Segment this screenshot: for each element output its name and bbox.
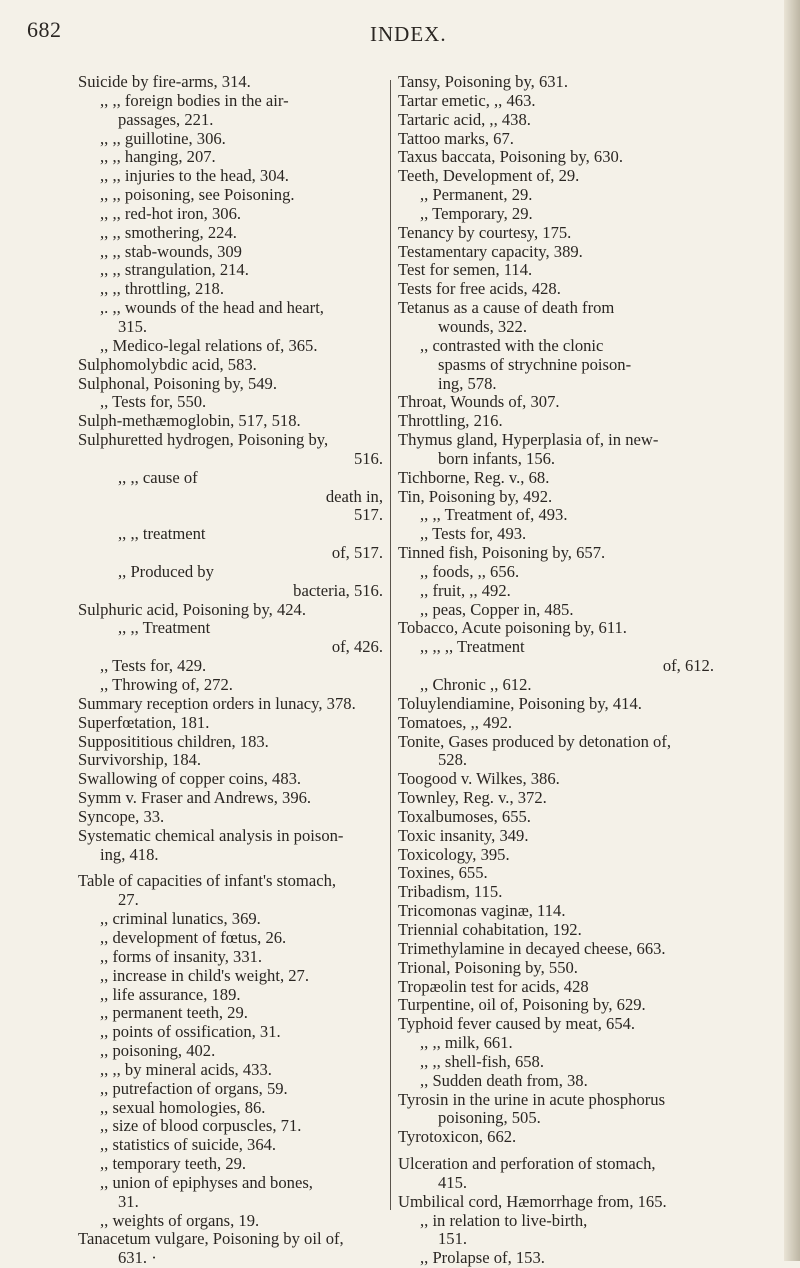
index-entry: Swallowing of copper coins, 483.	[78, 769, 302, 789]
index-entry: Tattoo marks, 67.	[398, 128, 514, 148]
index-entry: ,, criminal lunatics, 369.	[100, 909, 261, 929]
index-entry: of, 426.	[331, 637, 383, 657]
index-entry: Toxicology, 395.	[398, 844, 510, 864]
index-entry: Tinned fish, Poisoning by, 657.	[398, 543, 606, 563]
index-entry: Tricomonas vaginæ, 114.	[398, 901, 566, 921]
index-entry: Turpentine, oil of, Poisoning by, 629.	[398, 995, 646, 1015]
index-entry: Table of capacities of infant's stomach,	[78, 871, 337, 891]
index-column-right	[398, 73, 714, 1268]
index-entry: Suicide by fire-arms, 314.	[78, 72, 251, 91]
index-entry: Tartar emetic, ,, 463.	[398, 90, 536, 110]
index-entry: Survivorship, 184.	[78, 750, 202, 770]
index-entry: Tetanus as a cause of death from	[398, 298, 615, 318]
index-entry: Tenancy by courtesy, 175.	[398, 222, 572, 242]
index-entry: 315.	[118, 316, 148, 336]
index-entry: ,, ,, Treatment of, 493.	[420, 505, 568, 525]
index-entry: ,, in relation to live-birth,	[420, 1210, 588, 1230]
index-entry: Trimethylamine in decayed cheese, 663.	[398, 938, 666, 958]
index-entry: Throttling, 216.	[398, 411, 503, 431]
index-entry: Sulphomolybdic acid, 583.	[78, 354, 257, 374]
index-entry: ,, Permanent, 29.	[420, 185, 533, 205]
index-entry: ,, ,, cause of	[118, 467, 198, 487]
index-entry: Tansy, Poisoning by, 631.	[398, 72, 569, 91]
index-entry: ,, size of blood corpuscles, 71.	[100, 1116, 302, 1136]
index-entry: Toluylendiamine, Poisoning by, 414.	[398, 693, 642, 713]
index-entry: ,, fruit, ,, 492.	[420, 580, 511, 600]
index-entry: ,, ,, throttling, 218.	[100, 279, 224, 299]
index-entry: 516.	[353, 448, 383, 468]
index-entry: Tichborne, Reg. v., 68.	[398, 467, 550, 487]
index-entry: Sulphuretted hydrogen, Poisoning by,	[78, 430, 329, 450]
index-entry: born infants, 156.	[438, 448, 556, 468]
index-entry: Tomatoes, ,, 492.	[398, 712, 513, 732]
index-entry: Tyrosin in the urine in acute phosphorus	[398, 1089, 666, 1109]
index-entry: ,, increase in child's weight, 27.	[100, 965, 309, 985]
index-entry: Trional, Poisoning by, 550.	[398, 957, 578, 977]
index-entry: spasms of strychnine poison-	[438, 354, 632, 374]
index-entry: Teeth, Development of, 29.	[398, 166, 580, 186]
index-entry: Tropæolin test for acids, 428	[398, 976, 589, 996]
index-entry: death in,	[325, 486, 383, 506]
index-entry: Superfœtation, 181.	[78, 712, 210, 732]
index-entry: ,, ,, poisoning, see Poisoning.	[100, 185, 295, 205]
index-entry: ,, ,, red-hot iron, 306.	[100, 203, 242, 223]
index-entry: Umbilical cord, Hæmorrhage from, 165.	[398, 1191, 667, 1211]
index-entry: Testamentary capacity, 389.	[398, 241, 583, 261]
index-entry: passages, 221.	[118, 109, 214, 129]
index-entry: ing, 578.	[438, 373, 497, 393]
index-entry: Toxalbumoses, 655.	[398, 806, 531, 826]
index-entry: ,, Temporary, 29.	[420, 203, 533, 223]
index-entry: Tyrotoxicon, 662.	[398, 1127, 517, 1147]
index-entry: Sulph-methæmoglobin, 517, 518.	[78, 411, 301, 431]
index-entry: 631. ·	[118, 1248, 157, 1268]
index-entry: ,, poisoning, 402.	[100, 1041, 216, 1061]
index-entry: Symm v. Fraser and Andrews, 396.	[78, 788, 312, 808]
index-entry: ,, ,, smothering, 224.	[100, 222, 237, 242]
index-entry: ,, ,, stab-wounds, 309	[100, 241, 242, 261]
index-entry: Sulphonal, Poisoning by, 549.	[78, 373, 277, 393]
index-entry: Tests for free acids, 428.	[398, 279, 561, 299]
index-entry: ,, ,, hanging, 207.	[100, 147, 216, 167]
index-entry: bacteria, 516.	[293, 580, 383, 600]
index-entry: ,, Tests for, 550.	[100, 392, 207, 412]
index-entry: Toxines, 655.	[398, 863, 488, 883]
index-entry: ,, ,, shell-fish, 658.	[420, 1051, 544, 1071]
page-edge-shadow	[784, 0, 800, 1261]
index-entry: Test for semen, 114.	[398, 260, 533, 280]
index-entry: wounds, 322.	[438, 316, 527, 336]
index-entry: ,, points of ossification, 31.	[100, 1022, 281, 1042]
index-entry: of, 612.	[662, 656, 714, 676]
index-entry: ,, ,, foreign bodies in the air-	[100, 90, 289, 110]
index-entry: ,, temporary teeth, 29.	[100, 1154, 247, 1174]
index-entry: ,, statistics of suicide, 364.	[100, 1135, 277, 1155]
index-entry: ,, forms of insanity, 331.	[100, 946, 263, 966]
index-entry: poisoning, 505.	[438, 1108, 541, 1128]
index-entry: ,, Prolapse of, 153.	[420, 1248, 545, 1268]
index-entry: Toogood v. Wilkes, 386.	[398, 769, 560, 789]
index-entry: ,, permanent teeth, 29.	[100, 1003, 248, 1023]
index-entry: ,, sexual homologies, 86.	[100, 1097, 266, 1117]
index-entry: ,, Produced by	[118, 561, 214, 581]
index-entry: ,, ,, milk, 661.	[420, 1033, 513, 1053]
index-entry: Toxic insanity, 349.	[398, 825, 529, 845]
index-entry: Ulceration and perforation of stomach,	[398, 1154, 656, 1174]
running-head: INDEX.	[370, 22, 447, 46]
index-entry: Supposititious children, 183.	[78, 731, 269, 751]
index-entry: ,, ,, Treatment	[118, 618, 211, 638]
index-entry: 517.	[353, 505, 383, 525]
index-entry: ,, Throwing of, 272.	[100, 675, 233, 694]
index-entry: Systematic chemical analysis in poison-	[78, 825, 344, 845]
index-entry: ,, life assurance, 189.	[100, 984, 241, 1004]
index-entry: ,. ,, wounds of the head and heart,	[100, 298, 324, 318]
index-entry: ,, ,, by mineral acids, 433.	[100, 1059, 272, 1079]
index-entry: Sulphuric acid, Poisoning by, 424.	[78, 599, 307, 619]
index-entry: 31.	[118, 1191, 139, 1211]
index-entry: Thymus gland, Hyperplasia of, in new-	[398, 430, 659, 450]
index-entry: ,, weights of organs, 19.	[100, 1210, 260, 1230]
index-entry: 151.	[438, 1229, 468, 1249]
index-entry: ,, development of fœtus, 26.	[100, 927, 287, 947]
index-entry: Tobacco, Acute poisoning by, 611.	[398, 618, 627, 638]
index-column-left	[78, 73, 383, 1268]
index-entry: Tin, Poisoning by, 492.	[398, 486, 553, 506]
index-entry: Townley, Reg. v., 372.	[398, 788, 547, 808]
index-entry: ,, Medico-legal relations of, 365.	[100, 335, 318, 355]
index-entry: ,, Chronic ,, 612.	[420, 675, 532, 694]
index-entry: ,, ,, ,, Treatment	[420, 637, 525, 657]
index-entry: 528.	[438, 750, 468, 770]
index-entry: ,, foods, ,, 656.	[420, 561, 520, 581]
index-entry: ,, contrasted with the clonic	[420, 335, 604, 355]
index-entry: ,, putrefaction of organs, 59.	[100, 1078, 288, 1098]
page-number: 682	[27, 17, 62, 42]
index-entry: Tonite, Gases produced by detonation of,	[398, 731, 672, 751]
index-entry: ,, ,, guillotine, 306.	[100, 128, 226, 148]
index-entry: Tribadism, 115.	[398, 882, 503, 902]
index-entry: ,, ,, treatment	[118, 524, 206, 544]
index-entry: ing, 418.	[100, 844, 159, 864]
index-entry: of, 517.	[331, 543, 383, 563]
index-entry: ,, peas, Copper in, 485.	[420, 599, 574, 619]
index-entry: Typhoid fever caused by meat, 654.	[398, 1014, 636, 1034]
index-entry: ,, ,, injuries to the head, 304.	[100, 166, 289, 186]
index-entry: ,, Tests for, 493.	[420, 524, 527, 544]
index-entry: Tartaric acid, ,, 438.	[398, 109, 531, 129]
index-entry: ,, Sudden death from, 38.	[420, 1070, 588, 1090]
column-divider	[390, 80, 391, 1210]
index-entry: ,, ,, strangulation, 214.	[100, 260, 249, 280]
index-entry: ,, Tests for, 429.	[100, 656, 207, 676]
index-entry: Throat, Wounds of, 307.	[398, 392, 560, 412]
index-entry: Taxus baccata, Poisoning by, 630.	[398, 147, 623, 167]
index-entry: Summary reception orders in lunacy, 378.	[78, 693, 356, 713]
index-entry: Tanacetum vulgare, Poisoning by oil of,	[78, 1229, 344, 1249]
index-entry: 415.	[438, 1172, 468, 1192]
index-entry: ,, union of epiphyses and bones,	[100, 1172, 313, 1192]
index-entry: Triennial cohabitation, 192.	[398, 919, 582, 939]
index-entry: 27.	[118, 890, 139, 910]
index-entry: Syncope, 33.	[78, 806, 165, 826]
